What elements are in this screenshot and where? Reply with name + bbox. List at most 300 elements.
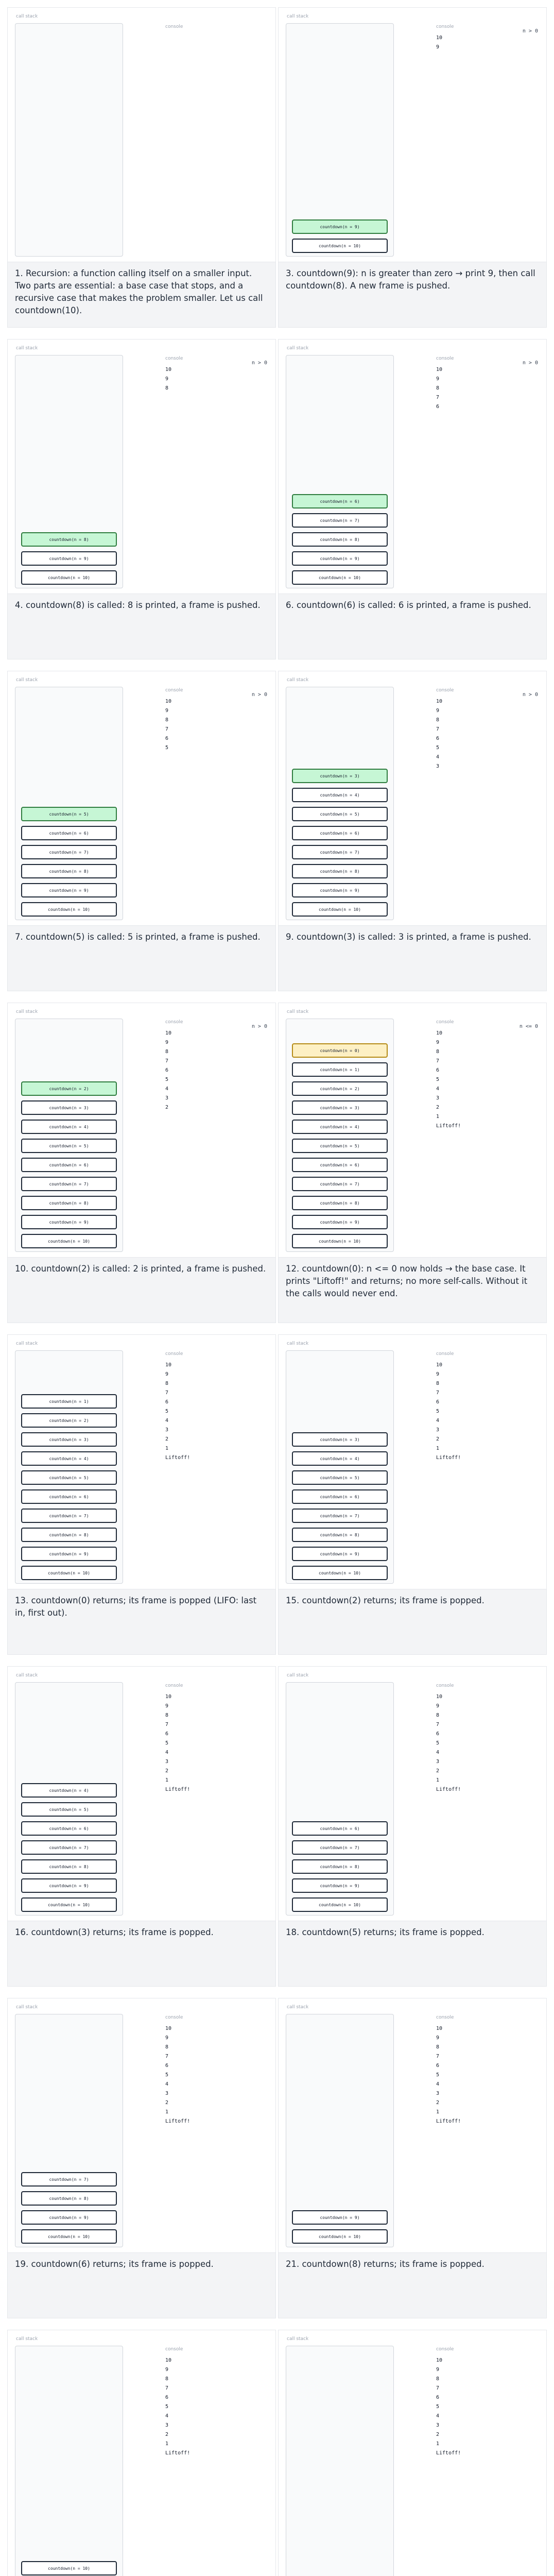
call-stack-label: call stack	[16, 1341, 38, 1346]
stack-frame: countdown(n = 6)	[292, 1158, 388, 1172]
step-card	[7, 1666, 276, 1987]
call-stack-label: call stack	[287, 2005, 309, 2010]
step-caption: 21. countdown(8) returns; its frame is popped.	[279, 2252, 546, 2318]
console-line: 9	[436, 1040, 440, 1045]
condition-indicator: n > 0	[251, 692, 267, 698]
stack-frame: countdown(n = 8)	[21, 1859, 117, 1874]
console-line: 9	[165, 708, 169, 714]
stack-frame: countdown(n = 3)	[21, 1432, 117, 1447]
step-caption: 9. countdown(3) is called: 3 is printed, a frame is pushed.	[279, 925, 546, 991]
stack-frame: countdown(n = 10)	[21, 1566, 117, 1580]
step-card	[278, 2330, 547, 2576]
stack-frame: countdown(n = 1)	[292, 1062, 388, 1077]
console-line: 5	[436, 745, 440, 751]
console-label: console	[165, 1020, 183, 1025]
step-caption: 10. countdown(2) is called: 2 is printed, a frame is pushed.	[8, 1257, 275, 1323]
stack-frame: countdown(n = 4)	[21, 1451, 117, 1466]
console-line: 5	[436, 2072, 440, 2078]
frame-list	[286, 769, 393, 917]
console-line: 3	[165, 2422, 169, 2428]
stack-frame: countdown(n = 8)	[21, 2191, 117, 2206]
stack-frame: countdown(n = 10)	[292, 902, 388, 917]
console-line: 7	[436, 1722, 440, 1727]
console-line: 4	[436, 2413, 440, 2419]
console-line: 3	[165, 2091, 169, 2096]
console-line: 4	[165, 1750, 169, 1755]
stack-frame: countdown(n = 7)	[292, 513, 388, 528]
console-line: 10	[165, 1362, 172, 1368]
console-line: 6	[165, 736, 169, 741]
stack-frame: countdown(n = 10)	[21, 2561, 117, 2575]
console-line: 9	[165, 376, 169, 382]
stack-frame: countdown(n = 4)	[292, 1451, 388, 1466]
frame-list	[15, 1081, 123, 1248]
stack-frame: countdown(n = 7)	[21, 845, 117, 859]
step-caption: 1. Recursion: a function calling itself on a smaller input. Two parts are essential: a base case that stops, and a recursive case that makes the problem smaller. Let us call countdown(10).	[8, 262, 275, 327]
frame-list	[286, 1432, 393, 1580]
stack-frame: countdown(n = 6)	[292, 826, 388, 840]
step-card	[278, 671, 547, 991]
stack-frame: countdown(n = 7)	[292, 1509, 388, 1523]
console-label: console	[165, 1683, 183, 1688]
console-line: 7	[436, 2054, 440, 2059]
step-card	[278, 1334, 547, 1655]
console-line: 6	[165, 1731, 169, 1737]
console-line: 9	[165, 2367, 169, 2372]
stack-frame: countdown(n = 9)	[292, 1215, 388, 1229]
frame-list	[15, 532, 123, 585]
console-line: 4	[165, 1418, 169, 1423]
console-line: 6	[436, 404, 440, 410]
console-line: 1	[436, 1114, 440, 1120]
stack-frame: countdown(n = 9)	[21, 1547, 117, 1561]
console-line: Liftoff!	[165, 2119, 191, 2124]
stack-frame: countdown(n = 2)	[21, 1413, 117, 1428]
stack-frame: countdown(n = 6)	[21, 826, 117, 840]
condition-indicator: n > 0	[522, 692, 538, 698]
console-line: 6	[436, 1731, 440, 1737]
stack-frame: countdown(n = 9)	[292, 2210, 388, 2225]
call-stack-label: call stack	[287, 1341, 309, 1346]
console-line: 4	[436, 754, 440, 760]
stack-frame: countdown(n = 8)	[292, 1859, 388, 1874]
console-line: 8	[165, 1713, 169, 1718]
stack-frame: countdown(n = 10)	[21, 2229, 117, 2244]
call-stack-panel	[286, 23, 394, 257]
console-output	[165, 1361, 190, 1463]
console-line: 4	[436, 2081, 440, 2087]
stack-frame: countdown(n = 2)	[292, 1081, 388, 1096]
condition-indicator: n > 0	[251, 360, 267, 366]
console-line: 4	[436, 1750, 440, 1755]
console-output	[436, 1361, 461, 1463]
call-stack-label: call stack	[287, 1673, 309, 1678]
console-line: 6	[436, 736, 440, 741]
console-line: 3	[165, 1095, 169, 1101]
frame-list	[286, 494, 393, 585]
call-stack-panel	[15, 2014, 123, 2247]
console-line: 5	[165, 1740, 169, 1746]
stack-frame: countdown(n = 10)	[292, 2229, 388, 2244]
stack-frame: countdown(n = 9)	[21, 551, 117, 566]
call-stack-label: call stack	[16, 1673, 38, 1678]
frame-list	[15, 2561, 123, 2575]
call-stack-label: call stack	[16, 2005, 38, 2010]
console-line: 2	[436, 1105, 440, 1110]
step-caption: 18. countdown(5) returns; its frame is popped.	[279, 1921, 546, 1986]
stack-frame: countdown(n = 6)	[21, 1158, 117, 1172]
visual-stage	[8, 1003, 275, 1258]
console-line: 8	[436, 1381, 440, 1386]
console-label: console	[436, 1020, 454, 1025]
console-line: Liftoff!	[436, 2450, 461, 2456]
console-line: 7	[165, 726, 169, 732]
console-output	[165, 1029, 171, 1112]
stack-frame: countdown(n = 4)	[292, 788, 388, 802]
console-line: 7	[436, 395, 440, 400]
stack-frame: countdown(n = 5)	[21, 807, 117, 821]
stack-frame: countdown(n = 7)	[21, 1840, 117, 1855]
condition-indicator: n > 0	[522, 28, 538, 34]
stack-frame: countdown(n = 8)	[21, 532, 117, 547]
stack-frame: countdown(n = 5)	[21, 1470, 117, 1485]
stack-frame: countdown(n = 3)	[292, 769, 388, 783]
console-line: Liftoff!	[165, 1787, 191, 1792]
console-line: 1	[165, 1446, 169, 1451]
condition-indicator: n > 0	[522, 360, 538, 366]
stack-frame: countdown(n = 8)	[292, 864, 388, 878]
stack-frame: countdown(n = 8)	[21, 1528, 117, 1542]
stack-frame: countdown(n = 6)	[292, 494, 388, 509]
stack-frame: countdown(n = 8)	[21, 864, 117, 878]
console-line: 3	[165, 1759, 169, 1765]
console-line: 5	[165, 2072, 169, 2078]
stack-frame: countdown(n = 6)	[292, 1489, 388, 1504]
step-caption: 13. countdown(0) returns; its frame is popped (LIFO: last in, first out).	[8, 1589, 275, 1654]
stack-frame: countdown(n = 7)	[292, 1177, 388, 1191]
stack-frame: countdown(n = 9)	[21, 1878, 117, 1893]
console-output	[436, 2024, 461, 2126]
console-line: 2	[165, 2432, 169, 2437]
console-line: 7	[436, 1058, 440, 1064]
step-caption: 15. countdown(2) returns; its frame is popped.	[279, 1589, 546, 1654]
step-card	[278, 7, 547, 328]
visual-stage	[279, 2330, 546, 2576]
step-caption: 3. countdown(9): n is greater than zero → print 9, then call countdown(8). A new frame is pushed.	[279, 262, 546, 327]
stack-frame: countdown(n = 5)	[292, 807, 388, 821]
call-stack-label: call stack	[287, 1009, 309, 1014]
console-line: 5	[436, 1077, 440, 1082]
stack-frame: countdown(n = 10)	[292, 239, 388, 253]
console-line: 8	[165, 1049, 169, 1055]
frame-list	[15, 807, 123, 917]
condition-indicator: n <= 0	[519, 1024, 538, 1029]
stack-frame: countdown(n = 0)	[292, 1043, 388, 1058]
console-line: 6	[436, 2063, 440, 2069]
console-line: 6	[165, 2063, 169, 2069]
console-line: 5	[165, 2404, 169, 2410]
console-line: 7	[436, 2385, 440, 2391]
console-line: 2	[436, 2432, 440, 2437]
stack-frame: countdown(n = 9)	[292, 551, 388, 566]
console-line: 9	[165, 1371, 169, 1377]
call-stack-panel	[15, 2346, 123, 2576]
stack-frame: countdown(n = 9)	[292, 883, 388, 897]
console-line: 1	[436, 2441, 440, 2447]
console-line: 3	[436, 1759, 440, 1765]
visual-stage	[279, 671, 546, 926]
console-line: 2	[165, 2100, 169, 2106]
console-label: console	[165, 1351, 183, 1357]
visual-stage	[8, 340, 275, 594]
stack-frame: countdown(n = 10)	[21, 1234, 117, 1248]
visual-stage	[8, 8, 275, 262]
stack-frame: countdown(n = 4)	[21, 1120, 117, 1134]
console-output	[436, 1029, 461, 1131]
visual-stage	[8, 671, 275, 926]
visual-stage	[279, 8, 546, 262]
call-stack-panel	[15, 1682, 123, 1916]
step-card	[7, 1998, 276, 2318]
call-stack-panel	[15, 1350, 123, 1584]
stack-frame: countdown(n = 7)	[21, 1509, 117, 1523]
console-line: 3	[165, 1427, 169, 1433]
console-line: 8	[436, 717, 440, 723]
stack-frame: countdown(n = 8)	[292, 532, 388, 547]
console-line: 3	[436, 1095, 440, 1101]
console-line: 7	[165, 1390, 169, 1396]
console-line: 5	[436, 1409, 440, 1414]
stack-frame: countdown(n = 7)	[292, 1840, 388, 1855]
console-line: 10	[436, 699, 443, 704]
console-line: 8	[165, 385, 169, 391]
step-caption: 7. countdown(5) is called: 5 is printed, a frame is pushed.	[8, 925, 275, 991]
console-line: 10	[436, 367, 443, 372]
console-line: 5	[436, 1740, 440, 1746]
call-stack-label: call stack	[287, 677, 309, 683]
console-line: 10	[436, 1030, 443, 1036]
stack-frame: countdown(n = 7)	[21, 2172, 117, 2187]
call-stack-panel	[286, 687, 394, 920]
console-line: 4	[165, 2081, 169, 2087]
console-line: Liftoff!	[165, 1455, 191, 1461]
stack-frame: countdown(n = 10)	[292, 1234, 388, 1248]
console-output	[165, 2356, 190, 2458]
console-output	[436, 365, 442, 412]
console-line: 10	[165, 367, 172, 372]
console-line: 9	[165, 2035, 169, 2041]
stack-frame: countdown(n = 2)	[21, 1081, 117, 1096]
console-line: 7	[165, 2385, 169, 2391]
console-label: console	[436, 356, 454, 361]
console-line: 2	[436, 2100, 440, 2106]
console-line: 7	[436, 726, 440, 732]
console-line: 10	[165, 2026, 172, 2031]
console-line: 8	[436, 2044, 440, 2050]
stack-frame: countdown(n = 5)	[21, 1139, 117, 1153]
stack-frame: countdown(n = 4)	[21, 1783, 117, 1798]
stack-frame: countdown(n = 10)	[21, 1897, 117, 1912]
console-line: 6	[165, 2395, 169, 2400]
console-line: 10	[436, 1694, 443, 1700]
stack-frame: countdown(n = 9)	[21, 2210, 117, 2225]
console-line: 9	[165, 1040, 169, 1045]
call-stack-label: call stack	[16, 677, 38, 683]
step-card	[278, 1003, 547, 1323]
visual-stage	[8, 2330, 275, 2576]
console-line: 7	[436, 1390, 440, 1396]
console-line: 3	[436, 2091, 440, 2096]
call-stack-panel	[286, 2014, 394, 2247]
console-line: 9	[436, 2367, 440, 2372]
stack-frame: countdown(n = 10)	[292, 1897, 388, 1912]
console-output	[436, 33, 442, 52]
stack-frame: countdown(n = 1)	[21, 1394, 117, 1409]
call-stack-label: call stack	[16, 1009, 38, 1014]
stack-frame: countdown(n = 6)	[21, 1489, 117, 1504]
console-label: console	[436, 2347, 454, 2352]
stack-frame: countdown(n = 7)	[292, 845, 388, 859]
console-line: 2	[165, 1768, 169, 1774]
stack-frame: countdown(n = 3)	[21, 1100, 117, 1115]
stack-frame: countdown(n = 5)	[292, 1139, 388, 1153]
step-caption: 19. countdown(6) returns; its frame is popped.	[8, 2252, 275, 2318]
frame-list	[286, 1043, 393, 1248]
stack-frame: countdown(n = 6)	[292, 1821, 388, 1836]
console-line: 1	[165, 2109, 169, 2115]
stack-frame: countdown(n = 10)	[21, 570, 117, 585]
stack-frame: countdown(n = 9)	[292, 1547, 388, 1561]
stack-frame: countdown(n = 10)	[21, 902, 117, 917]
console-line: 8	[165, 2044, 169, 2050]
console-line: 2	[436, 1768, 440, 1774]
console-line: Liftoff!	[165, 2450, 191, 2456]
step-caption: 4. countdown(8) is called: 8 is printed, a frame is pushed.	[8, 594, 275, 659]
console-line: 4	[436, 1418, 440, 1423]
stack-frame: countdown(n = 5)	[292, 1470, 388, 1485]
console-line: Liftoff!	[436, 1455, 461, 1461]
call-stack-panel	[15, 687, 123, 920]
console-line: 7	[165, 1058, 169, 1064]
call-stack-panel	[286, 2346, 394, 2576]
console-line: Liftoff!	[436, 1787, 461, 1792]
console-line: 8	[165, 1381, 169, 1386]
console-line: 8	[436, 2376, 440, 2382]
console-line: 10	[165, 699, 172, 704]
visual-stage	[279, 340, 546, 594]
console-line: 8	[436, 1713, 440, 1718]
visual-stage	[279, 1667, 546, 1921]
stack-frame: countdown(n = 8)	[292, 1196, 388, 1210]
console-line: 7	[165, 1722, 169, 1727]
console-line: 6	[436, 2395, 440, 2400]
console-line: 4	[436, 1086, 440, 1092]
console-line: 1	[165, 1777, 169, 1783]
console-output	[165, 365, 171, 393]
console-output	[436, 1692, 461, 1794]
frame-list	[15, 1783, 123, 1912]
call-stack-panel	[286, 1019, 394, 1252]
stack-frame: countdown(n = 4)	[292, 1120, 388, 1134]
visual-stage	[279, 1335, 546, 1589]
console-line: 5	[165, 1409, 169, 1414]
call-stack-panel	[15, 355, 123, 588]
console-line: 4	[165, 1086, 169, 1092]
console-line: 9	[436, 44, 440, 50]
console-label: console	[165, 356, 183, 361]
step-card	[7, 339, 276, 659]
step-card	[7, 7, 276, 328]
console-output	[436, 697, 442, 771]
stack-frame: countdown(n = 8)	[21, 1196, 117, 1210]
console-line: 9	[436, 1703, 440, 1709]
stack-frame: countdown(n = 6)	[21, 1821, 117, 1836]
stack-frame: countdown(n = 3)	[292, 1432, 388, 1447]
console-line: 10	[436, 1362, 443, 1368]
call-stack-label: call stack	[16, 14, 38, 19]
stack-frame: countdown(n = 9)	[292, 219, 388, 234]
console-label: console	[436, 2015, 454, 2020]
console-output	[436, 2356, 461, 2458]
step-card	[7, 2330, 276, 2576]
stack-frame: countdown(n = 8)	[292, 1528, 388, 1542]
step-card	[7, 1003, 276, 1323]
console-line: 2	[436, 1436, 440, 1442]
console-line: 3	[436, 1427, 440, 1433]
step-card	[7, 1334, 276, 1655]
step-caption: 6. countdown(6) is called: 6 is printed, a frame is pushed.	[279, 594, 546, 659]
console-line: 8	[165, 717, 169, 723]
console-line: 10	[165, 1694, 172, 1700]
stack-frame: countdown(n = 9)	[21, 883, 117, 897]
console-line: 1	[436, 1777, 440, 1783]
call-stack-panel	[15, 1019, 123, 1252]
console-line: 2	[165, 1436, 169, 1442]
console-line: 5	[165, 1077, 169, 1082]
stack-frame: countdown(n = 10)	[292, 570, 388, 585]
console-label: console	[165, 24, 183, 29]
call-stack-label: call stack	[16, 2336, 38, 2342]
console-label: console	[165, 2347, 183, 2352]
console-line: 10	[165, 2358, 172, 2363]
step-card	[278, 339, 547, 659]
visual-stage	[279, 1998, 546, 2253]
console-label: console	[165, 688, 183, 693]
console-line: 6	[436, 1399, 440, 1405]
call-stack-label: call stack	[16, 346, 38, 351]
console-line: 9	[436, 2035, 440, 2041]
call-stack-label: call stack	[287, 346, 309, 351]
stack-frame: countdown(n = 10)	[292, 1566, 388, 1580]
call-stack-label: call stack	[287, 2336, 309, 2342]
stack-frame: countdown(n = 9)	[292, 1878, 388, 1893]
console-label: console	[436, 688, 454, 693]
visual-stage	[8, 1998, 275, 2253]
call-stack-label: call stack	[287, 14, 309, 19]
console-line: 7	[165, 2054, 169, 2059]
console-line: 4	[165, 2413, 169, 2419]
console-line: 9	[165, 1703, 169, 1709]
console-line: 2	[165, 1105, 169, 1110]
step-card	[7, 671, 276, 991]
console-line: 5	[165, 745, 169, 751]
frame-list	[15, 2172, 123, 2244]
console-output	[165, 697, 171, 753]
step-caption: 12. countdown(0): n <= 0 now holds → the base case. It prints "Liftoff!" and returns; no more self-calls. Without it the calls would never end.	[279, 1257, 546, 1323]
console-label: console	[436, 1351, 454, 1357]
step-card	[278, 1666, 547, 1987]
console-line: 1	[436, 1446, 440, 1451]
